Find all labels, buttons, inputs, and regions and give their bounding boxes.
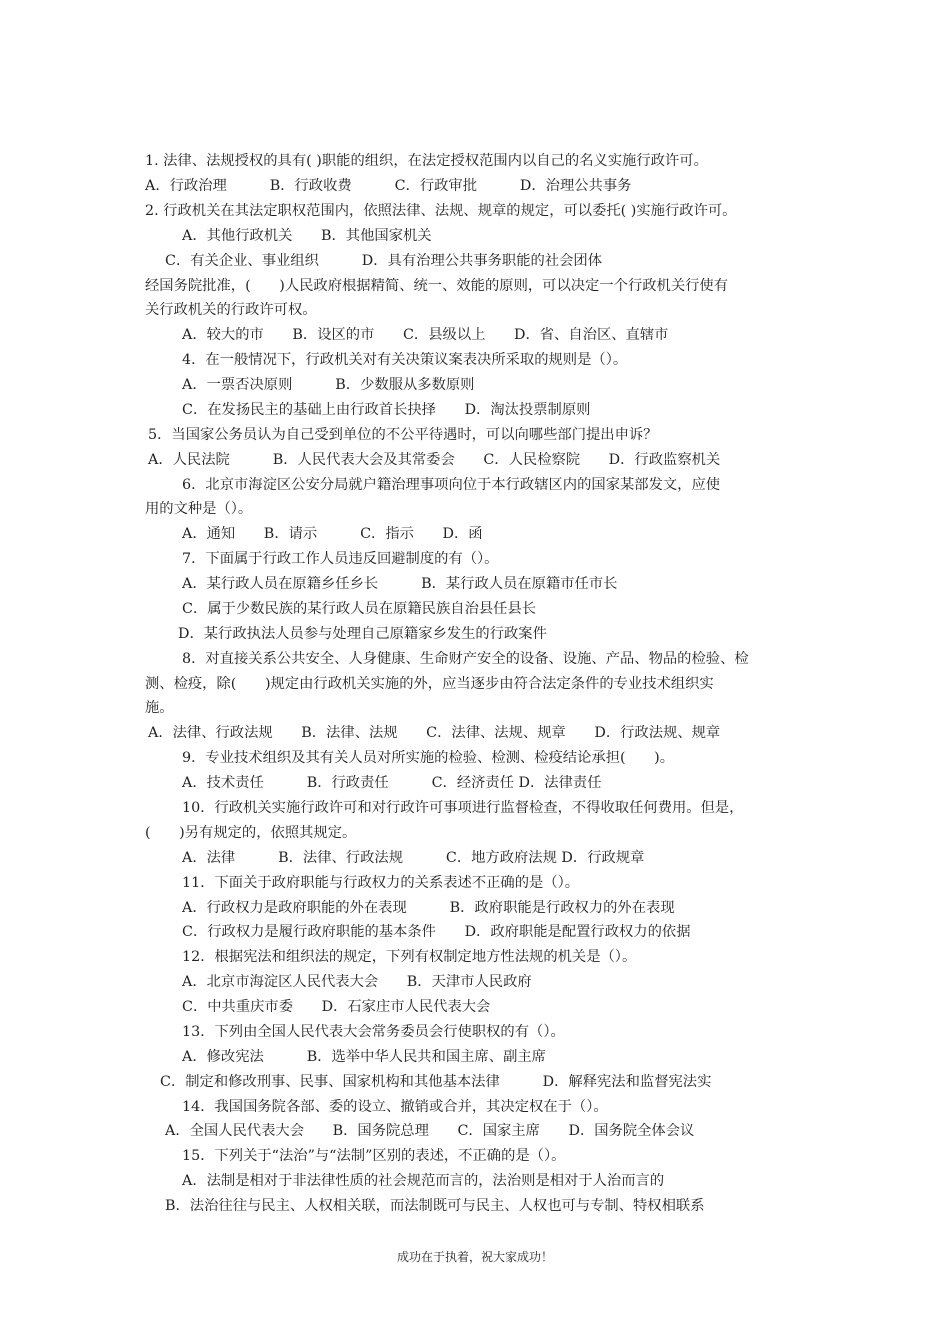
- question-8-options: A．法律、行政法规 B．法律、法规 C．法律、法规、规章 D．行政法规、规章: [148, 725, 721, 741]
- question-7: 7．下面属于行政工作人员违反回避制度的有（）。: [182, 551, 499, 567]
- question-12-options-a-b: A．北京市海淀区人民代表大会 B．天津市人民政府: [182, 974, 532, 990]
- question-9-options: A．技术责任 B．行政责任 C．经济责任 D．法律责任: [182, 775, 602, 791]
- question-5: 5．当国家公务员认为自己受到单位的不公平待遇时，可以向哪些部门提出申诉？: [148, 427, 658, 443]
- question-6-cont: 用的文种是（）。: [145, 501, 253, 517]
- question-12: 12．根据宪法和组织法的规定，下列有权制定地方性法规的机关是（）。: [182, 949, 637, 965]
- question-15: 15．下列关于“法治”与“法制”区别的表述，不正确的是（）。: [182, 1148, 566, 1164]
- question-8-cont-2: 施。: [145, 700, 174, 716]
- question-4-options-a-b: A．一票否决原则 B．少数服从多数原则: [182, 377, 475, 393]
- question-3: 经国务院批准，( )人民政府根据精简、统一、效能的原则，可以决定一个行政机关行使有: [145, 278, 729, 294]
- question-4-options-c-d: C．在发扬民主的基础上由行政首长抉择 D．淘汰投票制原则: [182, 402, 591, 418]
- question-8: 8．对直接关系公共安全、人身健康、生命财产安全的设备、设施、产品、物品的检验、检: [182, 651, 749, 667]
- question-2-options-a-b: A．其他行政机关 B．其他国家机关: [182, 228, 432, 244]
- question-1-options: A．行政治理 B．行政收费 C．行政审批 D．治理公共事务: [145, 178, 632, 194]
- question-1: 1. 法律、法规授权的具有( )职能的组织，在法定授权范围内以自己的名义实施行政许可。: [145, 153, 708, 169]
- question-15-option-b: B．法治往往与民主、人权相关联，而法制既可与民主、人权也可与专制、特权相联系: [165, 1198, 705, 1214]
- question-14: 14．我国国务院各部、委的设立、撤销或合并，其决定权在于（）。: [182, 1099, 608, 1115]
- question-13-options-c-d: C．制定和修改刑事、民事、国家机构和其他基本法律 D．解释宪法和监督宪法实: [160, 1074, 712, 1090]
- question-9: 9．专业技术组织及其有关人员对所实施的检验、检测、检疫结论承担( )。: [182, 750, 675, 766]
- question-6-options: A．通知 B．请示 C．指示 D．函: [182, 526, 483, 542]
- question-11-options-c-d: C．行政权力是履行政府职能的基本条件 D．政府职能是配置行政权力的依据: [182, 924, 691, 940]
- question-7-option-c: C．属于少数民族的某行政人员在原籍民族自治县任县长: [182, 601, 537, 617]
- question-10-options: A．法律 B．法律、行政法规 C．地方政府法规 D．行政规章: [182, 850, 645, 866]
- question-10-cont: ( )另有规定的，依照其规定。: [145, 825, 357, 841]
- question-11: 11．下面关于政府职能与行政权力的关系表述不正确的是（）。: [182, 875, 580, 891]
- question-8-cont: 测、检疫，除( )规定由行政机关实施的外，应当逐步由符合法定条件的专业技术组织实: [145, 676, 714, 692]
- question-7-option-d: D．某行政执法人员参与处理自己原籍家乡发生的行政案件: [178, 626, 547, 642]
- question-2-options-c-d: C．有关企业、事业组织 D．具有治理公共事务职能的社会团体: [165, 253, 603, 269]
- question-13: 13．下列由全国人民代表大会常务委员会行使职权的有（）。: [182, 1024, 565, 1040]
- question-2: 2. 行政机关在其法定职权范围内，依照法律、法规、规章的规定，可以委托( )实施行政许可。: [145, 203, 737, 219]
- question-15-option-a: A．法制是相对于非法律性质的社会规范而言的，法治则是相对于人治而言的: [182, 1173, 665, 1189]
- page-footer: 成功在于执着，祝大家成功！: [396, 1250, 553, 1264]
- question-14-options: A．全国人民代表大会 B．国务院总理 C．国家主席 D．国务院全体会议: [165, 1123, 695, 1139]
- question-3-cont: 关行政机关的行政许可权。: [145, 302, 317, 318]
- question-5-options: A．人民法院 B．人民代表大会及其常委会 C．人民检察院 D．行政监察机关: [148, 452, 721, 468]
- question-6: 6．北京市海淀区公安分局就户籍治理事项向位于本行政辖区内的国家某部发文，应使: [182, 477, 721, 493]
- question-13-options-a-b: A．修改宪法 B．选举中华人民共和国主席、副主席: [182, 1049, 546, 1065]
- question-7-options-a-b: A．某行政人员在原籍乡任乡长 B．某行政人员在原籍市任市长: [182, 576, 618, 592]
- question-10: 10．行政机关实施行政许可和对行政许可事项进行监督检查，不得收取任何费用。但是，: [182, 800, 744, 816]
- question-11-options-a-b: A．行政权力是政府职能的外在表现 B．政府职能是行政权力的外在表现: [182, 900, 675, 916]
- question-4: 4．在一般情况下，行政机关对有关决策议案表决所采取的规则是（）。: [182, 352, 628, 368]
- question-12-options-c-d: C．中共重庆市委 D．石家庄市人民代表大会: [182, 999, 491, 1015]
- question-3-options: A．较大的市 B．设区的市 C．县级以上 D．省、自治区、直辖市: [182, 327, 669, 343]
